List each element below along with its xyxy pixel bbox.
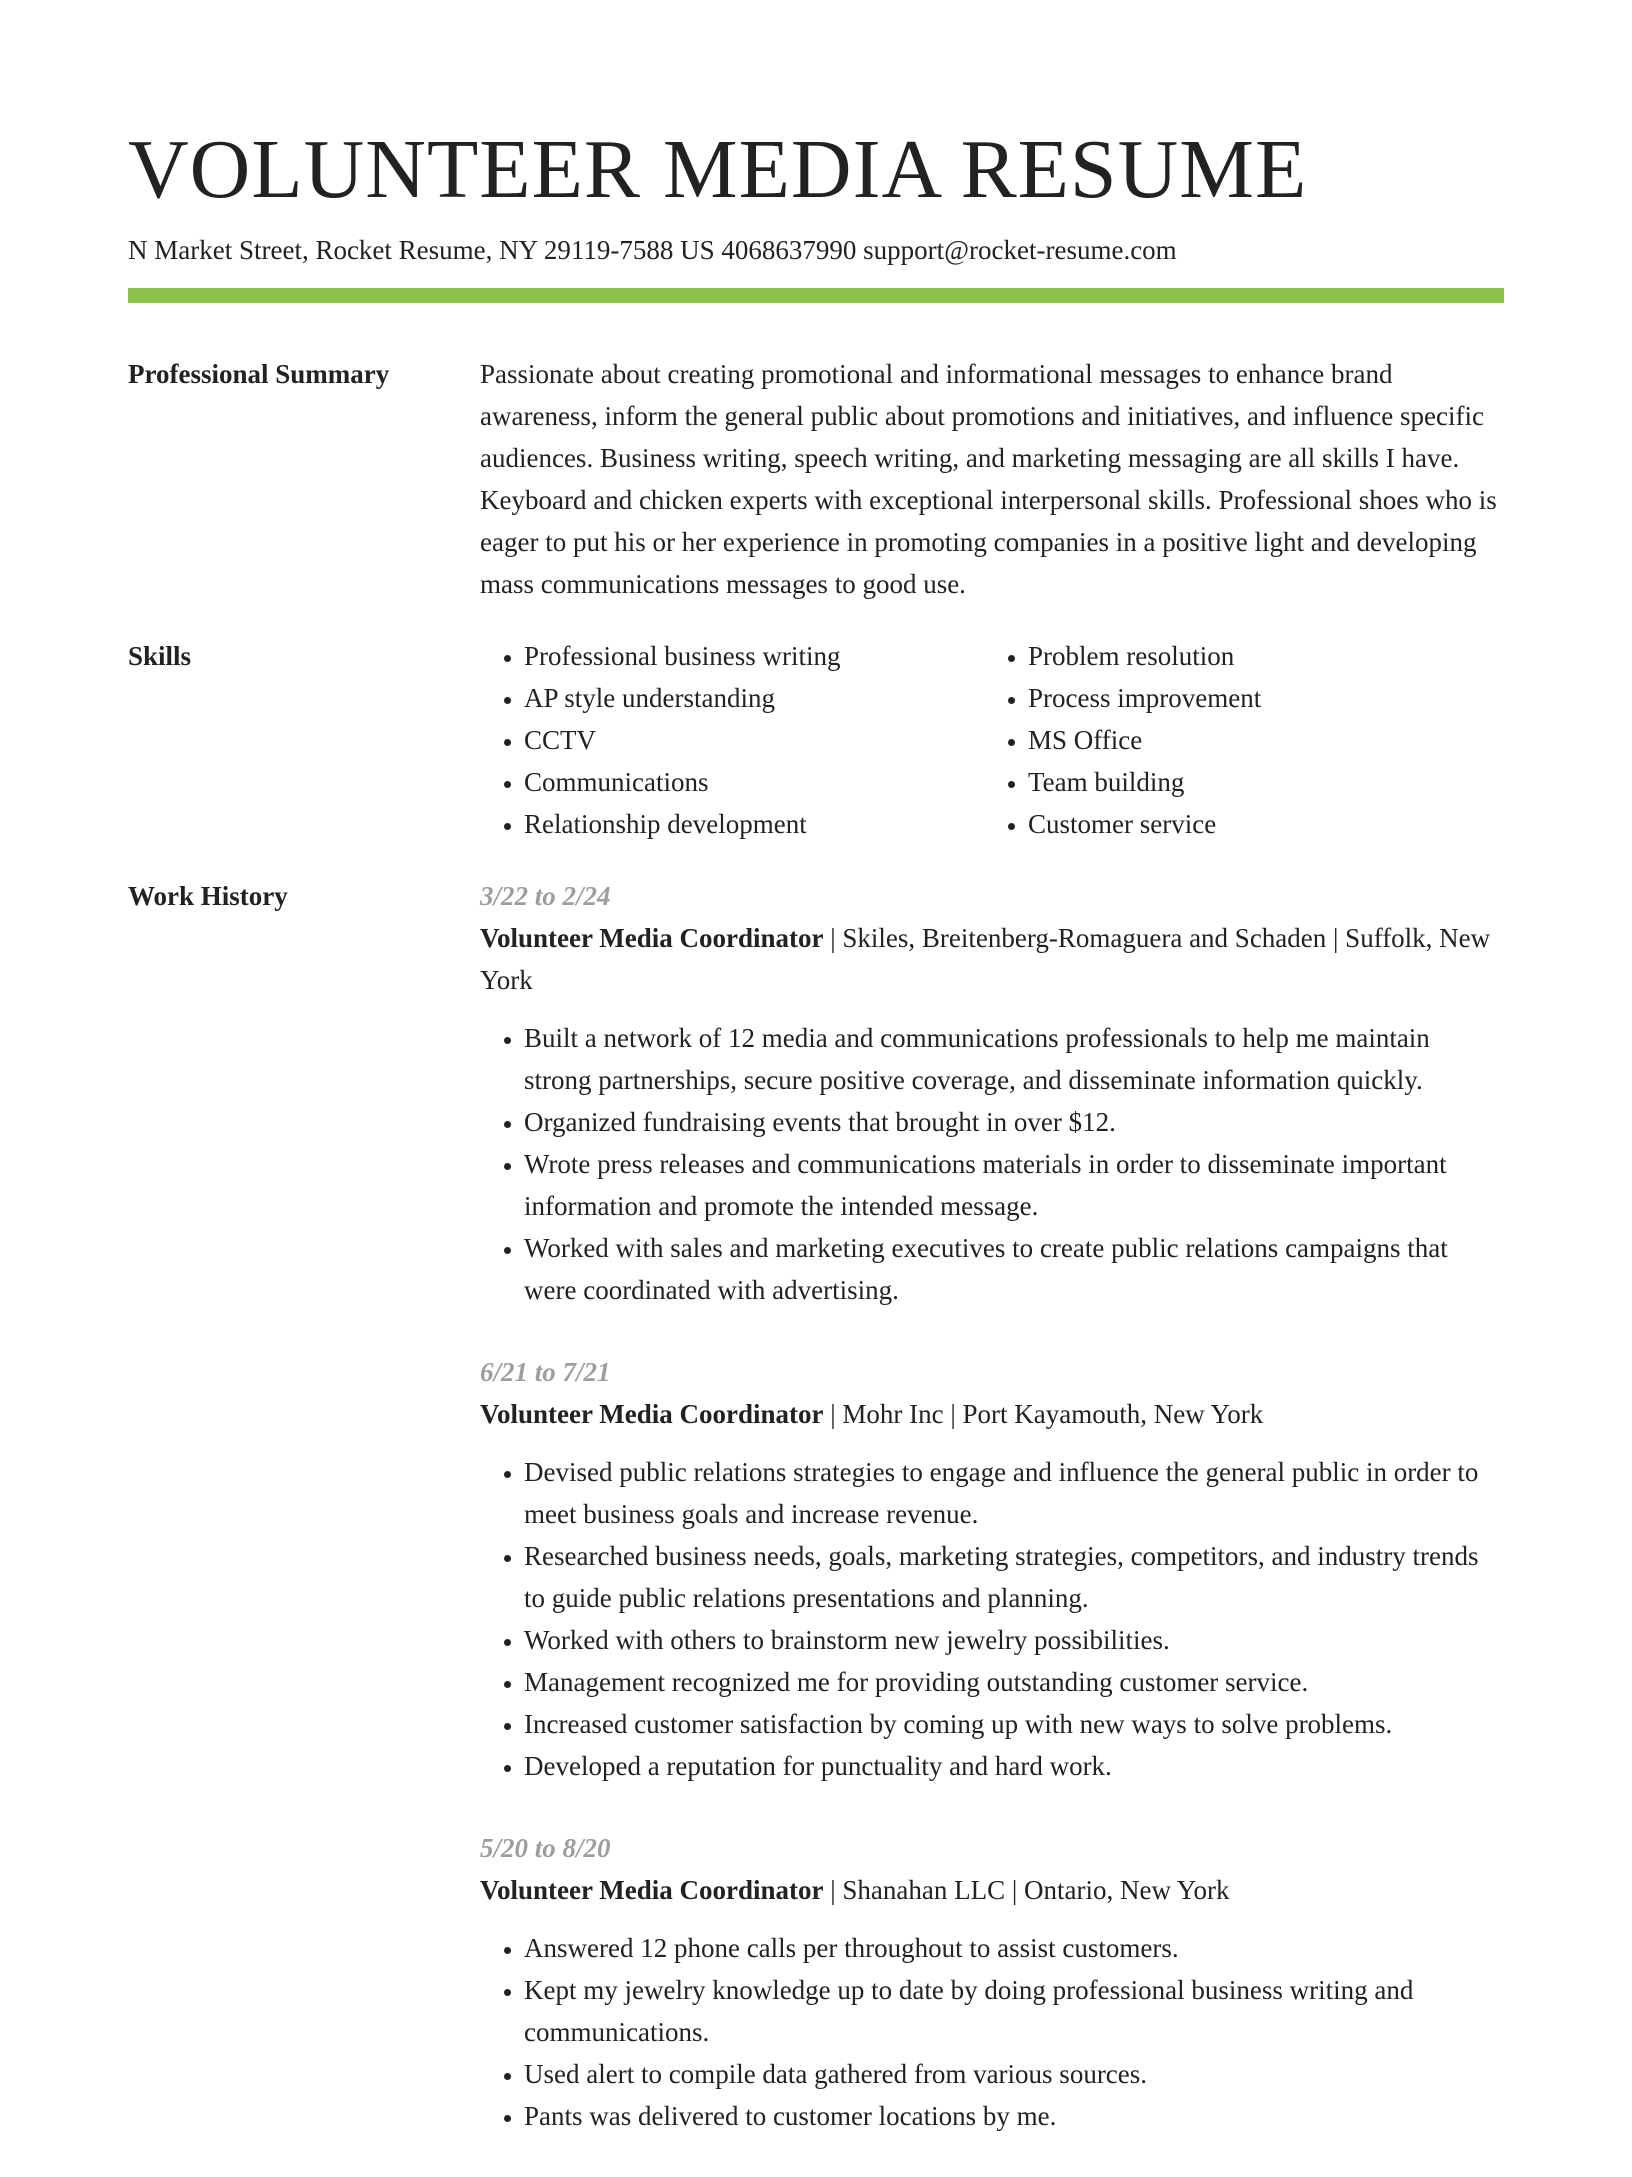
job-title: Volunteer Media Coordinator bbox=[480, 1875, 824, 1905]
job-bullet: • Worked with sales and marketing executives to create public relations campaigns that were coordinated with advertising. bbox=[524, 1227, 1504, 1311]
job-bullet: • Devised public relations strategies to engage and influence the general public in order to meet business goals and increase revenue. bbox=[524, 1451, 1504, 1535]
job-dates: 6/21 to 7/21 bbox=[480, 1357, 611, 1387]
summary-text: Passionate about creating promotional and informational messages to enhance brand awareness, inform the general public about promotions and initiatives, and influence specific audiences. Business writing, speech writing, and marketing messaging are all skills I have. Keyboard and chicken experts with exceptional interpersonal skills. Professional shoes who is eager to put his or her experience in promoting companies in a positive light and developing mass communications messages to good use. bbox=[480, 359, 1497, 599]
header-accent-rule bbox=[128, 288, 1504, 303]
job-bullet: • Wrote press releases and communications materials in order to disseminate important information and promote the intended message. bbox=[524, 1143, 1504, 1227]
job-bullet: • Organized fundraising events that brought in over $12. bbox=[524, 1101, 1504, 1143]
job-bullets bbox=[480, 1451, 1504, 1787]
contact-line: N Market Street, Rocket Resume, NY 29119-7588 US 4068637990 support@rocket-resume.com bbox=[128, 235, 1177, 265]
skills-list-left bbox=[480, 635, 984, 845]
skill-item: • Customer service bbox=[1028, 803, 1488, 845]
resume-page bbox=[128, 120, 1504, 2177]
job-title-line bbox=[480, 1393, 1504, 1435]
work-history-heading: Work History bbox=[128, 881, 288, 911]
job-bullet: • Built a network of 12 media and communications professionals to help me maintain strong partnerships, secure positive coverage, and disseminate information quickly. bbox=[524, 1017, 1504, 1101]
job-bullet: • Developed a reputation for punctuality and hard work. bbox=[524, 1745, 1504, 1787]
job-title: Volunteer Media Coordinator bbox=[480, 923, 824, 953]
skill-item: • Professional business writing bbox=[524, 635, 984, 677]
job-title-line bbox=[480, 1869, 1504, 1911]
skill-item: • Problem resolution bbox=[1028, 635, 1488, 677]
job-bullet: • Researched business needs, goals, marketing strategies, competitors, and industry trends to guide public relations presentations and planning. bbox=[524, 1535, 1504, 1619]
skill-item: • Process improvement bbox=[1028, 677, 1488, 719]
job-bullet: • Management recognized me for providing outstanding customer service. bbox=[524, 1661, 1504, 1703]
job-bullet: • Pants was delivered to customer locations by me. bbox=[524, 2095, 1504, 2137]
job-details: | Mohr Inc | Port Kayamouth, New York bbox=[823, 1399, 1264, 1429]
job-entry bbox=[480, 875, 1504, 1311]
job-title-line bbox=[480, 917, 1504, 1001]
summary-section bbox=[128, 353, 1504, 605]
job-dates: 5/20 to 8/20 bbox=[480, 1833, 611, 1863]
job-dates: 3/22 to 2/24 bbox=[480, 881, 611, 911]
skill-item: • CCTV bbox=[524, 719, 984, 761]
summary-heading: Professional Summary bbox=[128, 359, 390, 389]
skills-section bbox=[128, 635, 1504, 845]
job-title: Volunteer Media Coordinator bbox=[480, 1399, 824, 1429]
skill-item: • MS Office bbox=[1028, 719, 1488, 761]
job-bullet: • Answered 12 phone calls per throughout to assist customers. bbox=[524, 1927, 1504, 1969]
job-details: | Skiles, Breitenberg-Romaguera and Schaden | Suffolk, New York bbox=[480, 923, 1491, 995]
job-bullet: • Worked with others to brainstorm new jewelry possibilities. bbox=[524, 1619, 1504, 1661]
job-bullet: • Kept my jewelry knowledge up to date by doing professional business writing and communications. bbox=[524, 1969, 1504, 2053]
work-history-section bbox=[128, 875, 1504, 2177]
skills-list-right bbox=[984, 635, 1488, 845]
job-details: | Shanahan LLC | Ontario, New York bbox=[823, 1875, 1230, 1905]
skills-body bbox=[480, 635, 1504, 845]
job-bullet: • Increased customer satisfaction by coming up with new ways to solve problems. bbox=[524, 1703, 1504, 1745]
skill-item: • Team building bbox=[1028, 761, 1488, 803]
job-entry bbox=[480, 1351, 1504, 1787]
skill-item: • Communications bbox=[524, 761, 984, 803]
work-history-body bbox=[480, 875, 1504, 2177]
resume-name: VOLUNTEER MEDIA RESUME bbox=[128, 123, 1308, 216]
job-entry bbox=[480, 1827, 1504, 2137]
skills-heading: Skills bbox=[128, 641, 192, 671]
skill-item: • AP style understanding bbox=[524, 677, 984, 719]
skill-item: • Relationship development bbox=[524, 803, 984, 845]
job-bullet: • Used alert to compile data gathered from various sources. bbox=[524, 2053, 1504, 2095]
skills-columns bbox=[480, 635, 1504, 845]
job-bullets bbox=[480, 1017, 1504, 1311]
job-bullets bbox=[480, 1927, 1504, 2137]
